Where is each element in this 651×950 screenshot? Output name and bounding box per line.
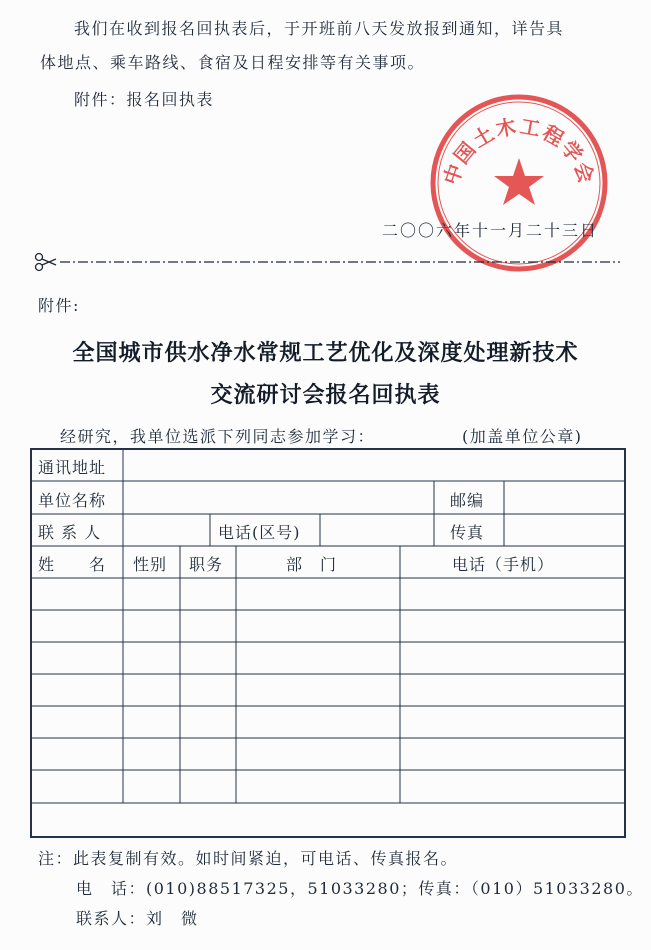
header-phone-mobile: 电话（手机）	[452, 555, 555, 574]
form-intro: 经研究，我单位选派下列同志参加学习：	[60, 427, 376, 446]
notice-line-2: 体地点、乘车路线、食宿及日程安排等有关事项。	[40, 53, 426, 72]
issue-date: 二〇〇六年十一月二十三日	[382, 221, 599, 240]
footer-note: 注：此表复制有效。如时间紧迫，可电话、传真报名。	[38, 849, 459, 868]
phone-area-label: 电话(区号)	[218, 523, 301, 542]
organization-seal	[424, 88, 614, 278]
header-name: 姓 名	[38, 555, 107, 574]
form-attachment-label: 附件:	[38, 296, 80, 315]
address-label: 通讯地址	[38, 458, 107, 477]
fax-label: 传真	[450, 523, 485, 542]
cut-line	[34, 252, 620, 272]
seal-text: 中国土木工程学会	[438, 113, 600, 188]
header-gender: 性别	[133, 555, 168, 574]
seal-star-icon	[494, 158, 544, 205]
scissors-icon	[36, 254, 57, 271]
contact-person-label: 联 系 人	[38, 523, 102, 542]
header-position: 职务	[189, 555, 224, 574]
form-title-line-2: 交流研讨会报名回执表	[210, 382, 441, 408]
table-grid	[30, 448, 626, 838]
attachment-line: 附件：报名回执表	[74, 90, 215, 109]
form-title-line-1: 全国城市供水净水常规工艺优化及深度处理新技术	[72, 340, 579, 366]
unit-name-label: 单位名称	[38, 491, 107, 510]
postcode-label: 邮编	[450, 491, 485, 510]
stamp-note: (加盖单位公章)	[462, 427, 583, 446]
footer-contact-line: 联系人：刘 微	[76, 909, 199, 928]
footer-phone-line: 电 话：(010)88517325，51033280；传真：（010）51033280。	[76, 879, 644, 898]
notice-line-1: 我们在收到报名回执表后，于开班前八天发放报到通知，详告具	[74, 19, 565, 38]
header-department: 部 门	[286, 555, 338, 574]
registration-form-table	[30, 448, 626, 838]
